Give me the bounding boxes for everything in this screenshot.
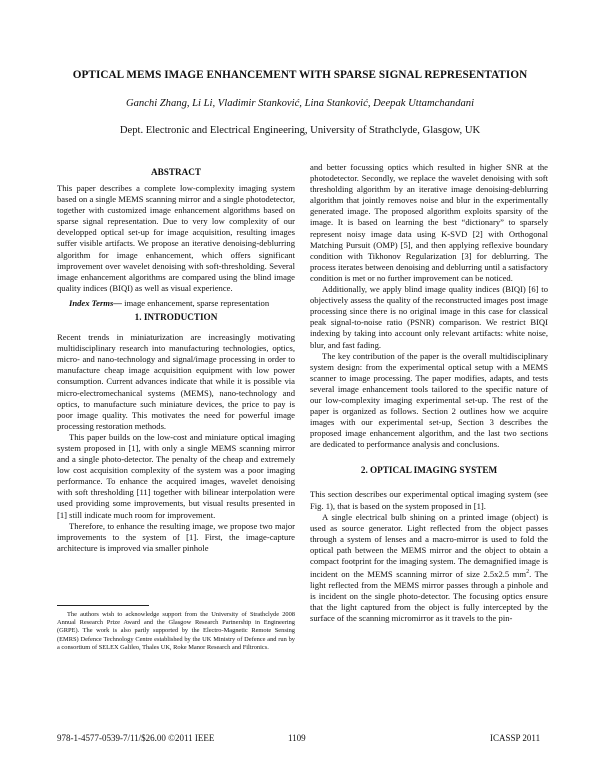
intro-heading: 1. INTRODUCTION	[134, 312, 218, 323]
footer-isbn: 978-1-4577-0539-7/11/$26.00 ©2011 IEEE	[57, 733, 215, 743]
abstract-heading: ABSTRACT	[150, 167, 202, 177]
footnote-rule	[57, 605, 149, 606]
index-terms-text: image enhancement, sparse representation	[121, 297, 270, 308]
mirror-size: 2.5x2.5 mm	[483, 568, 527, 579]
section2-paragraph-2	[310, 512, 548, 625]
author-list: Ganchi Zhang, Li Li, Vladimir Stanković, Lina Stanković, Deepak Uttamchandani	[125, 98, 475, 109]
index-terms-label: Index Terms—	[69, 297, 122, 308]
section2-paragraph-1: This section describes our experimental optical imaging system (see Fig. 1), that is based on the system proposed in [1].	[310, 489, 548, 511]
right-paragraph-3: The key contribution of the paper is the overall multidisciplinary system design: from the experimental optical setup with a MEMS scanner to image processing. The paper modifies, adapts, and tests several image enhancement tools tailored to the specific nature of our low-complexity imaging experimental set-up. The rest of the paper is organized as follows. Section 2 outlines how we acquire images with our experimental set-up, Section 3 describes the proposed image enhancement algorithm, and the last two sections are dedicated to performance analysis and conclusions.	[310, 350, 548, 450]
paper-title: OPTICAL MEMS IMAGE ENHANCEMENT WITH SPARSE SIGNAL REPRESENTATION	[72, 69, 528, 81]
section2-heading: 2. OPTICAL IMAGING SYSTEM	[360, 465, 498, 476]
left-column	[57, 166, 295, 554]
right-paragraph-2: Additionally, we apply blind image quality indices (BIQI) [6] to objectively assess the quality of the reconstructed images post image processing since there is no original image in this case for classical peak signal-to-noise ratio (PSNR) comparison. We restrict BIQI indexing by taking into account only relevant artifacts: white noise, blur, and fast fading.	[310, 284, 548, 350]
mirror-size-exponent: 2	[526, 569, 530, 576]
conference-name: ICASSP 2011	[490, 733, 541, 743]
page-number: 1109	[288, 733, 306, 743]
intro-paragraph-1: Recent trends in miniaturization are increasingly motivating multidisciplinary research into manufacturing technologies, optics, micro- and nano-technology and signal/image processing in order to manufacture cheap image acquisition equipment with low power consumption. Current advances indicate that while it is possible via micro-electromechanical systems (MEMS), nano-technology and optics, to manufacture such miniature devices, the price to pay is poor image quality. This motivates the need for powerful image processing restoration methods.	[57, 332, 295, 431]
affiliation: Dept. Electronic and Electrical Engineering, University of Strathclyde, Glasgow, UK	[119, 125, 481, 136]
intro-paragraph-2: This paper builds on the low-cost and miniature optical imaging system proposed in [1], with only a single MEMS scanning mirror and a single photo-detector. The penalty of the cheap and extremely low cost acquisition complexity of the system was a poor imaging performance. To enhance the acquired images, wavelet denoising with soft thresholding [11] together with bilinear interpolation were used providing some improvements, but visual results presented in [1] still indicate much room for improvement.	[57, 431, 295, 520]
right-paragraph-1: and better focussing optics which resulted in higher SNR at the photodetector. Secondly, we replace the wavelet denoising with soft thresholding algorithm by an iterative image denoising-deblurring algorithm that jointly removes noise and blur in the experimentally generated image. The proposed algorithm exploits sparsity of the image. It is based on learning the best “dictionary” to sparsely represent noisy image data using K-SVD [2] with Orthogonal Matching Pursuit (OMP) [5], and then applying reflexive boundary condition with Tikhonov Regularization [3] for deblurring. The process iterates between denoising and deblurring until a satisfactory condition is met or no further improvement can be noticed.	[310, 162, 548, 283]
intro-paragraph-3: Therefore, to enhance the resulting image, we propose two major improvements to the system of [1]. First, the image-capture architecture is improved via smaller pinhole	[57, 520, 295, 553]
right-column	[310, 162, 548, 624]
abstract-text: This paper describes a complete low-complexity imaging system based on a single MEMS scanning mirror and a single photodetector, together with customized image enhancement algorithms based on sparse signal representation. Due to very low complexity of our developped optical set-up for image acquisition, resulting images suffer visible artifacts. We propose an iterative denoising-deblurring algorithm for image enhancement, which offers significant improvement over wavelet denoising with soft-thresholding. Several image enhancement algorithms are compared using the blind image quality indices (BIQI) as well as visual experience.	[57, 183, 295, 293]
section2-text-b: . The light reflected from the MEMS mirror passes through a pinhole and is incident on the single photo-detector. The focusing optics ensure that the light captured from the object is fully intercepted by the surface of the scanning micromirror as it travels to the pin-	[310, 568, 548, 624]
section2-text-a: A single electrical bulb shining on a printed image (object) is used as source generator. Light reflected from the object passes through a system of lenses and a macro-mirror is used to fold the optical path between the MEMS mirror and the object to obtain a compact footprint for the imaging system. The demagnified image is incident on the MEMS scanning mirror of size	[310, 511, 548, 579]
index-terms	[57, 298, 295, 309]
footnote: The authors wish to acknowledge support from the University of Strathclyde 2008 Annual Research Prize Award and the Glasgow Research Partnership in Engineering (GRPE). The work is also partly supported by the Electro-Magnetic Remote Sensing (EMRS) Defence Technology Centre established by the UK Ministry of Defence and run by a consortium of SELEX Galileo, Thales UK, Roke Manor Research and Filtronics.	[57, 611, 295, 651]
